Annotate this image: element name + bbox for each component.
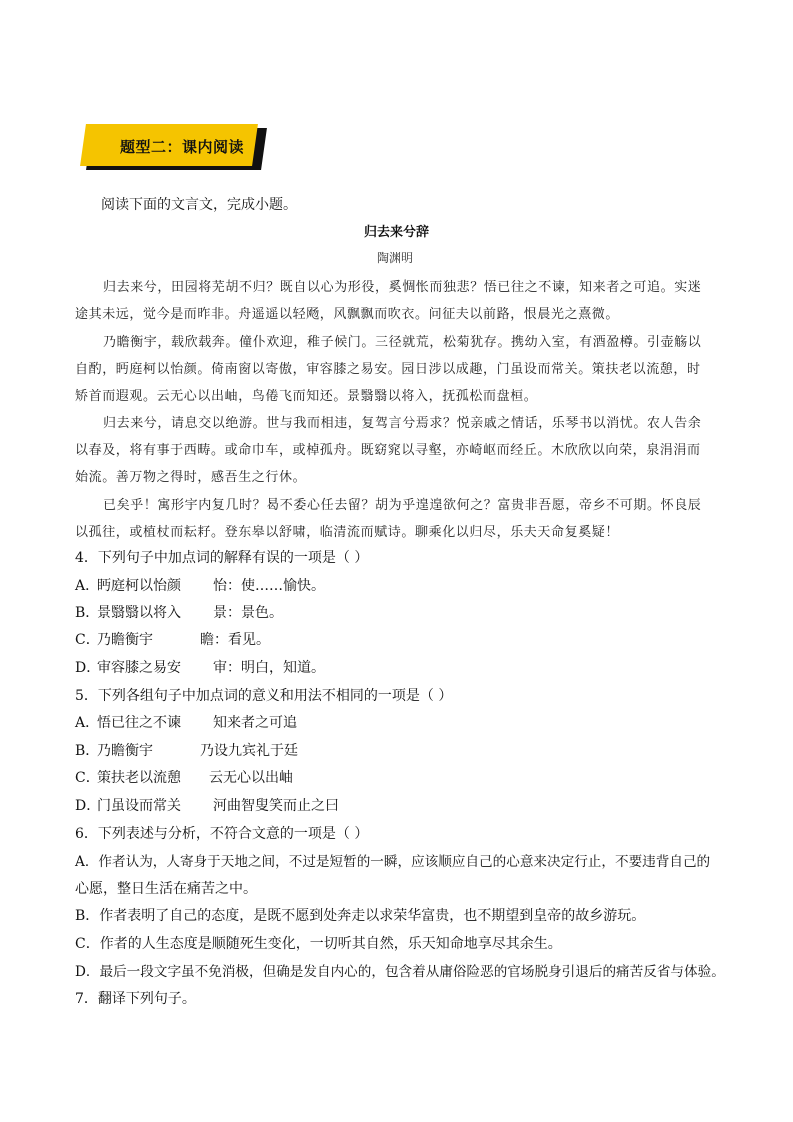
question-6-option-c: C．作者的人生态度是顺随死生变化，一切听其自然，乐天知命地享尽其余生。 bbox=[75, 936, 562, 952]
option-letter: C． bbox=[75, 632, 100, 648]
option-gloss: 瞻：看见。 bbox=[200, 632, 270, 648]
passage-title: 归去来兮辞 bbox=[364, 225, 430, 240]
option-sentence: 景翳翳以将入 bbox=[97, 605, 181, 621]
option-sentence-b: 云无心以出岫 bbox=[209, 770, 293, 786]
passage-line: 已矣乎！寓形宇内复几时？曷不委心任去留？胡为乎遑遑欲何之？富贵非吾愿，帝乡不可期。怀良辰 bbox=[103, 498, 702, 513]
option-gloss: 审：明白，知道。 bbox=[213, 660, 325, 676]
option-sentence-a: 策扶老以流憩 bbox=[97, 770, 181, 786]
passage-line: 以春及，将有事于西畴。或命巾车，或棹孤舟。既窈窕以寻壑，亦崎岖而经丘。木欣欣以向荣，泉涓涓而 bbox=[75, 443, 701, 458]
question-6-option-a: A．作者认为，人寄身于天地之间，不过是短暂的一瞬，应该顺应自己的心意来决定行止，不要违背自己的 bbox=[75, 854, 711, 870]
option-gloss: 景：景色。 bbox=[213, 605, 283, 621]
option-letter: C． bbox=[75, 770, 100, 786]
question-5-stem: 5．下列各组句子中加点词的意义和用法不相同的一项是（ ） bbox=[75, 688, 453, 704]
instruction: 阅读下面的文言文，完成小题。 bbox=[101, 197, 297, 213]
option-sentence-a: 悟已往之不谏 bbox=[97, 715, 181, 731]
option-gloss: 怡：使……愉快。 bbox=[213, 578, 325, 594]
passage-line: 以孤往，或植杖而耘耔。登东皋以舒啸，临清流而赋诗。聊乘化以归尽，乐夫天命复奚疑！ bbox=[75, 525, 620, 540]
question-6-option-b: B．作者表明了自己的态度，是既不愿到处奔走以求荣华富贵，也不期望到皇帝的故乡游玩。 bbox=[75, 908, 646, 924]
question-6-option-a-continued: 心愿，整日生活在痛苦之中。 bbox=[75, 881, 257, 897]
option-sentence: 乃瞻衡宇 bbox=[97, 632, 153, 648]
passage-line: 自酌，眄庭柯以怡颜。倚南窗以寄傲，审容膝之易安。园日涉以成趣，门虽设而常关。策扶老以流憩，时 bbox=[75, 362, 701, 377]
option-sentence-b: 乃设九宾礼于廷 bbox=[200, 743, 298, 759]
passage-line: 始流。善万物之得时，感吾生之行休。 bbox=[75, 470, 307, 485]
option-sentence-b: 河曲智叟笑而止之曰 bbox=[213, 798, 339, 814]
passage-line: 途其未远，觉今是而昨非。舟遥遥以轻飏，风飘飘而吹衣。问征夫以前路，恨晨光之熹微。 bbox=[75, 307, 620, 322]
section-banner bbox=[83, 124, 263, 172]
option-sentence-a: 乃瞻衡宇 bbox=[97, 743, 153, 759]
question-6-stem: 6．下列表述与分析，不符合文意的一项是（ ） bbox=[75, 826, 369, 842]
option-sentence: 眄庭柯以怡颜 bbox=[97, 578, 181, 594]
option-sentence-a: 门虽设而常关 bbox=[97, 798, 181, 814]
option-letter: B． bbox=[75, 605, 100, 621]
section-title: 题型二：课内阅读 bbox=[120, 138, 245, 156]
option-sentence: 审容膝之易安 bbox=[97, 660, 181, 676]
passage-line: 归去来兮，请息交以绝游。世与我而相违，复驾言兮焉求？悦亲戚之情话，乐琴书以消忧。农人告余 bbox=[103, 416, 702, 431]
option-letter: D． bbox=[75, 798, 101, 814]
question-7-stem: 7．翻译下列句子。 bbox=[75, 991, 196, 1007]
passage-line: 乃瞻衡宇，载欣载奔。僮仆欢迎，稚子候门。三径就荒，松菊犹存。携幼入室，有酒盈樽。引壶觞以 bbox=[103, 335, 702, 350]
option-sentence-b: 知来者之可追 bbox=[213, 715, 297, 731]
option-letter: A． bbox=[75, 715, 100, 731]
passage-line: 归去来兮，田园将芜胡不归？既自以心为形役，奚惆怅而独悲？悟已往之不谏，知来者之可追。实迷 bbox=[103, 280, 702, 295]
question-6-option-d: D．最后一段文字虽不免消极，但确是发自内心的，包含着从庸俗险恶的官场脱身引退后的痛苦反省与体验。 bbox=[75, 964, 725, 980]
option-letter: B． bbox=[75, 743, 100, 759]
passage-line: 矫首而遐观。云无心以出岫，鸟倦飞而知还。景翳翳以将入，抚孤松而盘桓。 bbox=[75, 389, 538, 404]
passage-author: 陶渊明 bbox=[377, 251, 414, 265]
question-4-stem: 4．下列句子中加点词的解释有误的一项是（ ） bbox=[75, 550, 369, 566]
option-letter: D． bbox=[75, 660, 101, 676]
option-letter: A． bbox=[75, 578, 100, 594]
